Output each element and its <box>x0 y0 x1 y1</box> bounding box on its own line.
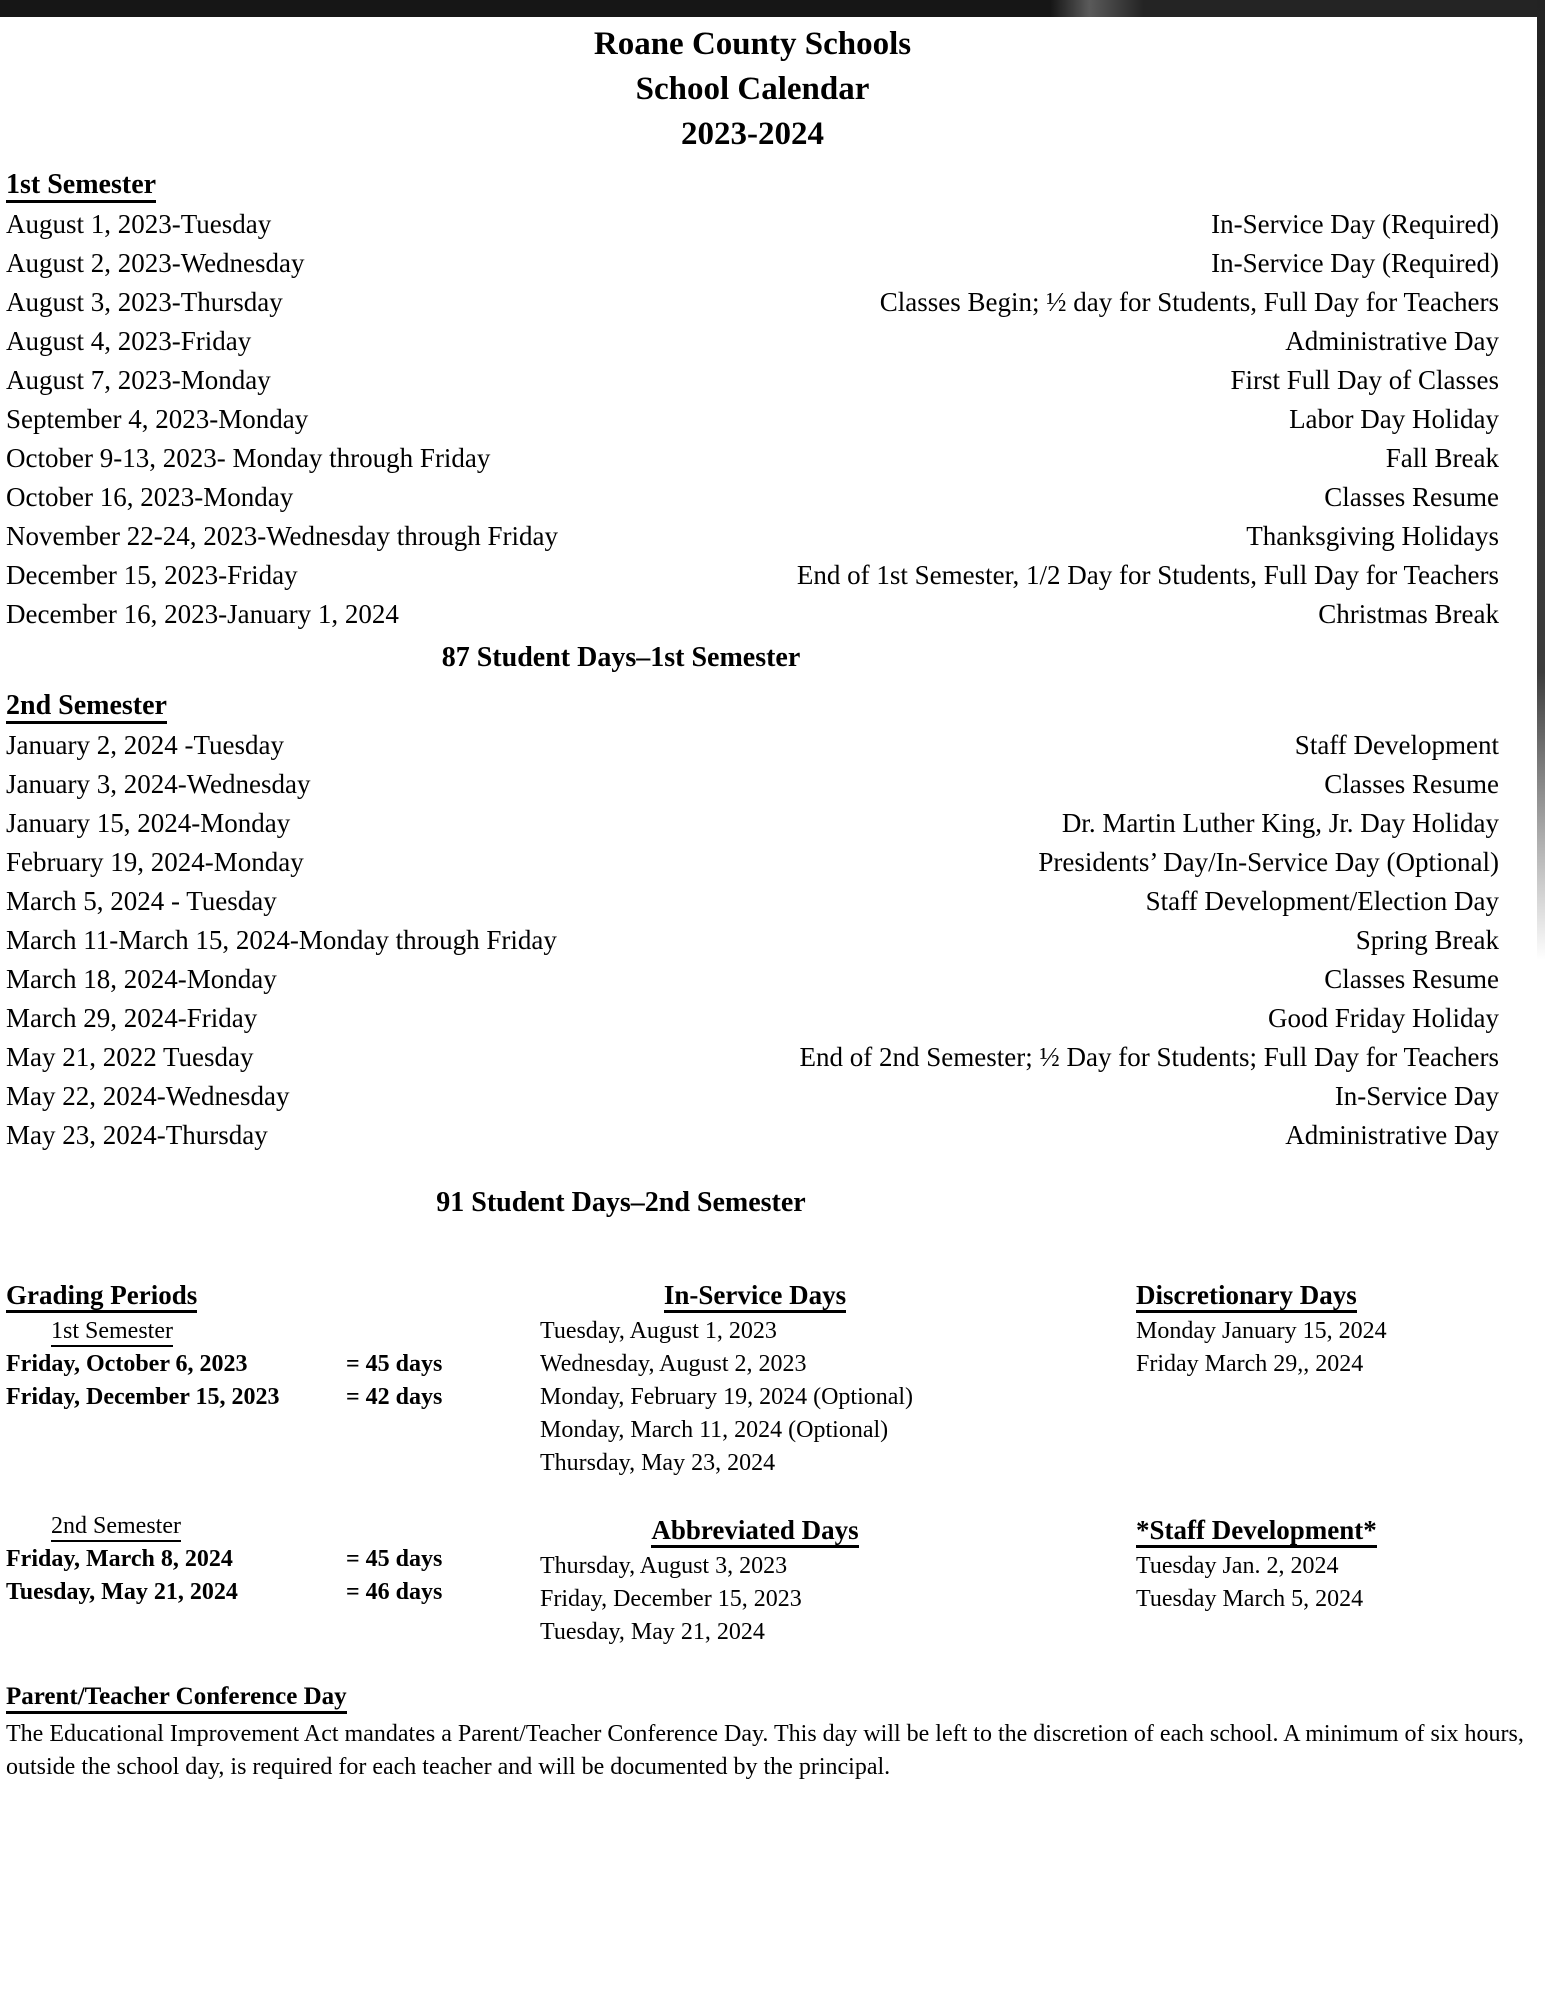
semester-2-schedule <box>6 726 1499 1155</box>
grading-date: Friday, October 6, 2023 <box>6 1351 248 1377</box>
staff-development-heading: *Staff Development* <box>1136 1510 1499 1550</box>
schedule-row <box>6 726 1499 765</box>
grading-row <box>6 1381 520 1414</box>
schedule-row <box>6 517 1499 556</box>
row-event: Presidents’ Day/In-Service Day (Optional) <box>1038 847 1499 877</box>
list-item: Friday, December 15, 2023 <box>540 1586 802 1612</box>
schedule-row <box>6 205 1499 244</box>
list-item: Friday March 29,, 2024 <box>1136 1351 1364 1377</box>
grading-periods-heading: Grading Periods <box>6 1275 520 1315</box>
schedule-row <box>6 882 1499 921</box>
row-date: May 22, 2024-Wednesday <box>6 1081 290 1111</box>
list-item: Tuesday March 5, 2024 <box>1136 1586 1364 1612</box>
row-date: October 16, 2023-Monday <box>6 482 294 512</box>
semester-1-schedule <box>6 205 1499 634</box>
schedule-row <box>6 765 1499 804</box>
abbreviated-days-list <box>540 1550 1096 1649</box>
row-date: January 15, 2024-Monday <box>6 808 291 838</box>
row-date: March 18, 2024-Monday <box>6 964 277 994</box>
semester-2-heading: 2nd Semester <box>6 686 1499 726</box>
discretionary-heading: Discretionary Days <box>1136 1275 1499 1315</box>
grading-days: = 46 days <box>346 1579 443 1605</box>
list-item: Tuesday, August 1, 2023 <box>540 1318 777 1344</box>
schedule-row <box>6 556 1499 595</box>
grading-days: = 45 days <box>346 1546 443 1572</box>
grading-days: = 45 days <box>346 1351 443 1377</box>
in-service-column <box>520 1275 1096 1480</box>
list-item: Monday, March 11, 2024 (Optional) <box>540 1417 889 1443</box>
row-event: Thanksgiving Holidays <box>1246 521 1499 551</box>
row-event: Staff Development/Election Day <box>1145 886 1499 916</box>
row-date: December 15, 2023-Friday <box>6 560 298 590</box>
student-days-summary-2: 91 Student Days–2nd Semester <box>436 1187 806 1218</box>
row-date: January 3, 2024-Wednesday <box>6 769 311 799</box>
row-date: March 5, 2024 - Tuesday <box>6 886 277 916</box>
row-event: Classes Resume <box>1324 769 1499 799</box>
schedule-row <box>6 439 1499 478</box>
in-service-list <box>540 1315 1096 1480</box>
row-event: In-Service Day (Required) <box>1211 248 1499 278</box>
row-date: August 4, 2023-Friday <box>6 326 252 356</box>
row-event: Christmas Break <box>1318 599 1499 629</box>
abbreviated-days-column <box>520 1510 1096 1649</box>
row-event: End of 1st Semester, 1/2 Day for Students, Full Day for Teachers <box>796 560 1499 590</box>
grading-date: Tuesday, May 21, 2024 <box>6 1579 238 1605</box>
grading-first-subtitle: 1st Semester <box>51 1315 520 1348</box>
list-item: Monday, February 19, 2024 (Optional) <box>540 1384 914 1410</box>
row-event: Classes Resume <box>1324 482 1499 512</box>
row-date: August 1, 2023-Tuesday <box>6 209 272 239</box>
schedule-row <box>6 1038 1499 1077</box>
row-date: January 2, 2024 -Tuesday <box>6 730 284 760</box>
row-event: First Full Day of Classes <box>1230 365 1499 395</box>
row-event: Good Friday Holiday <box>1268 1003 1499 1033</box>
staff-development-list <box>1136 1550 1499 1616</box>
schedule-row <box>6 478 1499 517</box>
schedule-row <box>6 804 1499 843</box>
schedule-row <box>6 1077 1499 1116</box>
list-item: Tuesday Jan. 2, 2024 <box>1136 1553 1339 1579</box>
row-date: February 19, 2024-Monday <box>6 847 304 877</box>
grading-second-subtitle: 2nd Semester <box>51 1510 520 1543</box>
grading-date: Friday, December 15, 2023 <box>6 1384 280 1410</box>
row-date: March 29, 2024-Friday <box>6 1003 258 1033</box>
schedule-row <box>6 1116 1499 1155</box>
grading-periods-column <box>6 1275 520 1480</box>
in-service-heading: In-Service Days <box>540 1275 970 1315</box>
schedule-row <box>6 283 1499 322</box>
row-date: September 4, 2023-Monday <box>6 404 309 434</box>
row-event: In-Service Day <box>1334 1081 1499 1111</box>
schedule-row <box>6 960 1499 999</box>
grading-days: = 42 days <box>346 1384 443 1410</box>
row-event: End of 2nd Semester; ½ Day for Students; Full Day for Teachers <box>799 1042 1499 1072</box>
schedule-row <box>6 400 1499 439</box>
list-item: Thursday, May 23, 2024 <box>540 1450 776 1476</box>
row-event: Fall Break <box>1385 443 1499 473</box>
row-event: Administrative Day <box>1285 1120 1499 1150</box>
document-header <box>6 22 1499 157</box>
school-year: 2023-2024 <box>681 116 824 152</box>
abbreviated-days-heading: Abbreviated Days <box>540 1510 970 1550</box>
grading-row <box>6 1576 520 1609</box>
grading-periods-column-2 <box>6 1510 520 1649</box>
info-columns-top <box>6 1275 1499 1480</box>
info-columns-bottom <box>6 1510 1499 1649</box>
schedule-row <box>6 921 1499 960</box>
row-date: August 2, 2023-Wednesday <box>6 248 305 278</box>
schedule-row <box>6 999 1499 1038</box>
row-event: Labor Day Holiday <box>1289 404 1499 434</box>
row-event: Dr. Martin Luther King, Jr. Day Holiday <box>1061 808 1499 838</box>
conference-body: The Educational Improvement Act mandates a Parent/Teacher Conference Day. This day will be left to the discretion of each school. A minimum of six hours, outside the school day, is required for each teacher and will be documented by the principal. <box>6 1721 1524 1780</box>
row-date: December 16, 2023-January 1, 2024 <box>6 599 399 629</box>
row-event: Administrative Day <box>1285 326 1499 356</box>
schedule-row <box>6 322 1499 361</box>
grading-row <box>6 1348 520 1381</box>
row-event: In-Service Day (Required) <box>1211 209 1499 239</box>
row-event: Staff Development <box>1294 730 1499 760</box>
schedule-row <box>6 361 1499 400</box>
discretionary-list <box>1136 1315 1499 1381</box>
conference-section <box>6 1679 1524 1784</box>
row-date: August 7, 2023-Monday <box>6 365 271 395</box>
row-date: August 3, 2023-Thursday <box>6 287 283 317</box>
row-event: Classes Begin; ½ day for Students, Full Day for Teachers <box>879 287 1499 317</box>
grading-date: Friday, March 8, 2024 <box>6 1546 233 1572</box>
school-name: Roane County Schools <box>593 26 912 62</box>
schedule-row <box>6 595 1499 634</box>
list-item: Tuesday, May 21, 2024 <box>540 1619 765 1645</box>
list-item: Monday January 15, 2024 <box>1136 1318 1387 1344</box>
conference-heading: Parent/Teacher Conference Day <box>6 1679 1499 1715</box>
list-item: Thursday, August 3, 2023 <box>540 1553 788 1579</box>
schedule-row <box>6 244 1499 283</box>
grading-row <box>6 1543 520 1576</box>
discretionary-column <box>1096 1275 1499 1480</box>
row-event: Spring Break <box>1355 925 1499 955</box>
row-date: May 23, 2024-Thursday <box>6 1120 268 1150</box>
row-date: May 21, 2022 Tuesday <box>6 1042 254 1072</box>
row-date: March 11-March 15, 2024-Monday through Friday <box>6 925 557 955</box>
row-date: November 22-24, 2023-Wednesday through Friday <box>6 521 558 551</box>
semester-1-heading: 1st Semester <box>6 165 1499 205</box>
document-title: School Calendar <box>635 71 870 107</box>
row-event: Classes Resume <box>1324 964 1499 994</box>
schedule-row <box>6 843 1499 882</box>
staff-development-column <box>1096 1510 1499 1649</box>
row-date: October 9-13, 2023- Monday through Friday <box>6 443 491 473</box>
list-item: Wednesday, August 2, 2023 <box>540 1351 807 1377</box>
student-days-summary-1: 87 Student Days–1st Semester <box>441 642 801 673</box>
